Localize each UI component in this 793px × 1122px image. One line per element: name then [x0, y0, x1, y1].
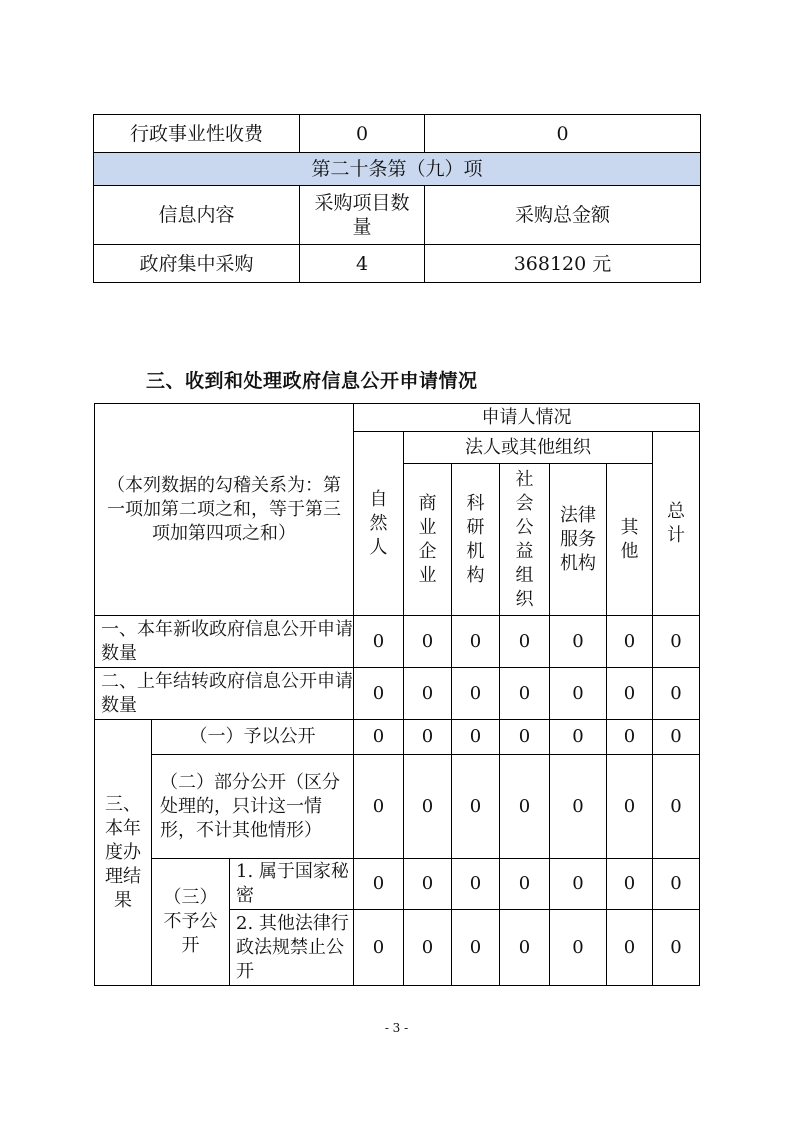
- procurement-table: [93, 114, 701, 283]
- row3c2-label: 2. 其他法律行政法规禁止公开: [230, 910, 354, 986]
- procure-count: 4: [300, 245, 425, 283]
- legal-header: 法人或其他组织: [404, 432, 653, 464]
- applicant-header: 申请人情况: [354, 404, 700, 432]
- row3b-other: 0: [607, 755, 653, 859]
- row3c2-research: 0: [452, 910, 500, 986]
- row2-total: 0: [653, 668, 700, 720]
- col-business: 商业企业: [404, 464, 452, 616]
- row3a-social: 0: [500, 720, 550, 755]
- row3c1-social: 0: [500, 859, 550, 910]
- col-research: 科研机构: [452, 464, 500, 616]
- row1-label: 一、本年新收政府信息公开申请数量: [95, 616, 354, 668]
- table-row: [94, 115, 701, 153]
- row3b-label: （二）部分公开（区分处理的，只计这一情形，不计其他情形）: [152, 755, 354, 859]
- col-legal-service: 法律服务机构: [550, 464, 607, 616]
- row3a-label: （一）予以公开: [152, 720, 354, 755]
- procure-amount: 368120 元: [425, 245, 701, 283]
- table-row: [94, 186, 701, 245]
- table-row: [95, 668, 700, 720]
- row2-social: 0: [500, 668, 550, 720]
- row3c2-legal-service: 0: [550, 910, 607, 986]
- row3b-total: 0: [653, 755, 700, 859]
- row3a-research: 0: [452, 720, 500, 755]
- row3b-legal-service: 0: [550, 755, 607, 859]
- note-cell: [95, 404, 354, 616]
- row1-research: 0: [452, 616, 500, 668]
- row3a-legal-service: 0: [550, 720, 607, 755]
- fee-value-1: 0: [300, 115, 425, 153]
- row3c2-natural: 0: [354, 910, 404, 986]
- row2-business: 0: [404, 668, 452, 720]
- row3b-social: 0: [500, 755, 550, 859]
- procure-label: 政府集中采购: [94, 245, 300, 283]
- fee-label: 行政事业性收费: [94, 115, 300, 153]
- table-row: [95, 720, 700, 755]
- col-natural: 自然人: [354, 432, 404, 616]
- row1-other: 0: [607, 616, 653, 668]
- table-row: [95, 859, 700, 910]
- row3c1-legal-service: 0: [550, 859, 607, 910]
- row3c1-natural: 0: [354, 859, 404, 910]
- table-row: [95, 755, 700, 859]
- row1-legal-service: 0: [550, 616, 607, 668]
- header-total-amount: 采购总金额: [425, 186, 701, 245]
- row3b-research: 0: [452, 755, 500, 859]
- table-row: [95, 404, 700, 432]
- page-number: - 3 -: [384, 1021, 409, 1035]
- table-row: [94, 153, 701, 186]
- col-total: 总计: [653, 432, 700, 616]
- header-item-count: 采购项目数量: [300, 186, 425, 245]
- section-band: 第二十条第（九）项: [94, 153, 701, 186]
- row3c2-business: 0: [404, 910, 452, 986]
- row2-other: 0: [607, 668, 653, 720]
- row3a-other: 0: [607, 720, 653, 755]
- row3a-natural: 0: [354, 720, 404, 755]
- row1-total: 0: [653, 616, 700, 668]
- row1-natural: 0: [354, 616, 404, 668]
- row3c2-other: 0: [607, 910, 653, 986]
- header-info-content: 信息内容: [94, 186, 300, 245]
- row3c-group-label: （三）不予公开: [152, 859, 230, 986]
- application-table: [94, 403, 700, 986]
- row3c1-total: 0: [653, 859, 700, 910]
- col-other: 其他: [607, 464, 653, 616]
- fee-value-2: 0: [425, 115, 701, 153]
- table-row: [94, 245, 701, 283]
- row3-group-label: 三、本年度办理结果: [95, 720, 152, 986]
- row2-research: 0: [452, 668, 500, 720]
- row3c1-other: 0: [607, 859, 653, 910]
- row2-natural: 0: [354, 668, 404, 720]
- row1-social: 0: [500, 616, 550, 668]
- row3c2-total: 0: [653, 910, 700, 986]
- row3c1-research: 0: [452, 859, 500, 910]
- table-row: [95, 616, 700, 668]
- balance-note: （本列数据的勾稽关系为：第一项加第二项之和，等于第三项加第四项之和）: [107, 474, 341, 544]
- row3c1-business: 0: [404, 859, 452, 910]
- row3a-business: 0: [404, 720, 452, 755]
- row3c1-label: 1. 属于国家秘密: [230, 859, 354, 910]
- col-social: 社会公益组织: [500, 464, 550, 616]
- row3b-business: 0: [404, 755, 452, 859]
- row3c2-social: 0: [500, 910, 550, 986]
- row2-legal-service: 0: [550, 668, 607, 720]
- row1-business: 0: [404, 616, 452, 668]
- row2-label: 二、上年结转政府信息公开申请数量: [95, 668, 354, 720]
- section-heading: 三、收到和处理政府信息公开申请情况: [146, 370, 478, 392]
- row3b-natural: 0: [354, 755, 404, 859]
- row3a-total: 0: [653, 720, 700, 755]
